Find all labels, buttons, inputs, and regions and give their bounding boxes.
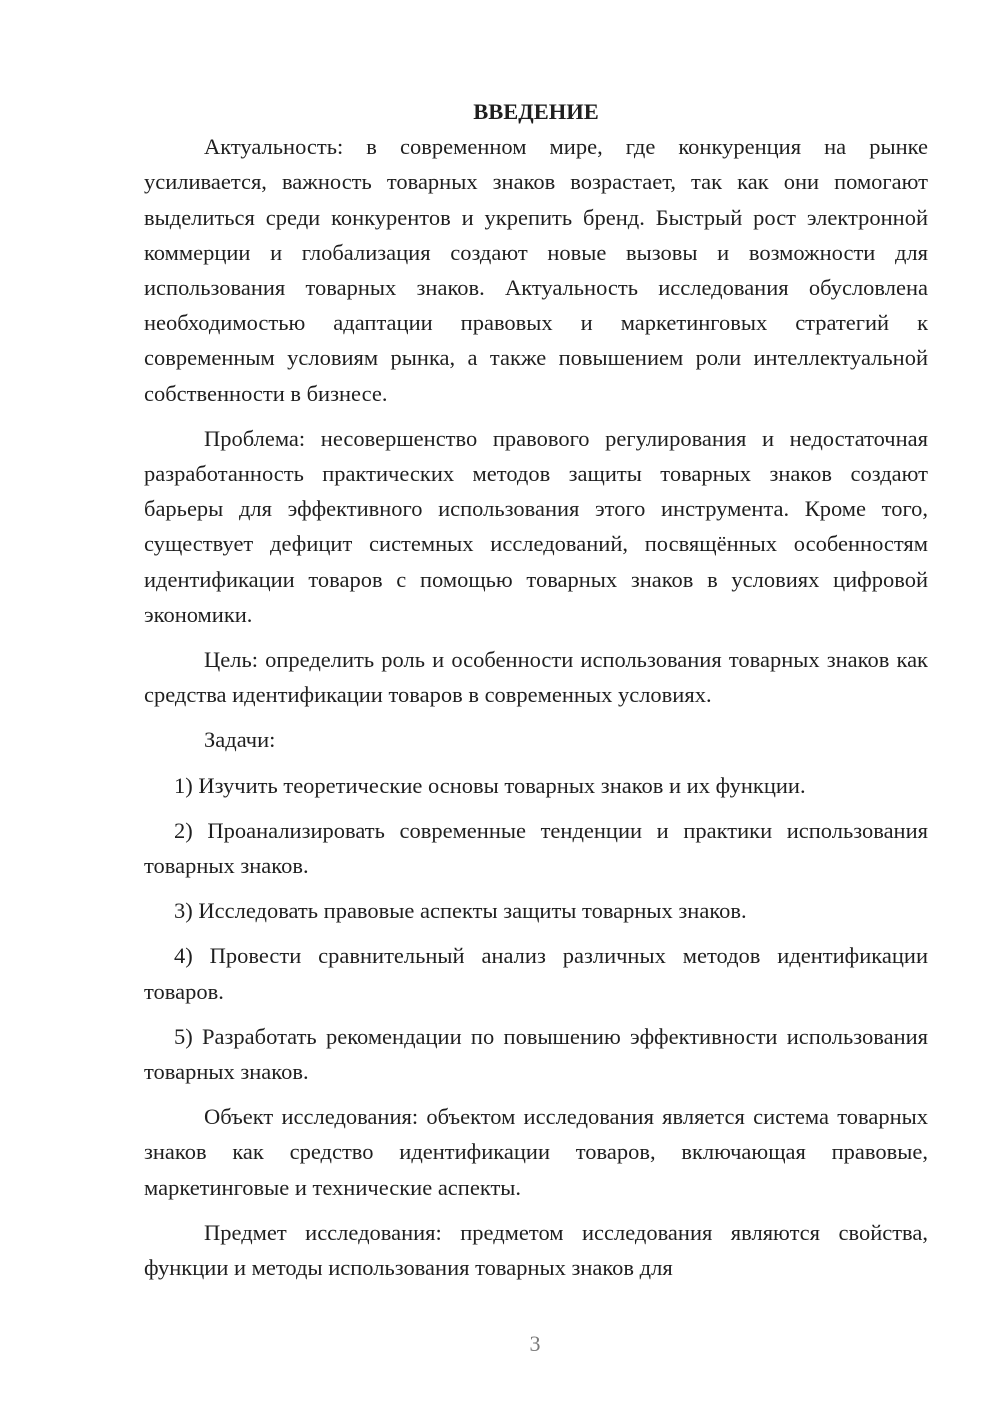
task-item: 5) Разработать рекомендации по повышению эффективности использования товарных знаков. — [144, 1023, 928, 1085]
task-item: 1) Изучить теоретические основы товарных знаков и их функции. — [174, 772, 806, 798]
paragraph-object: Объект исследования: объектом исследования является система товарных знаков как средство идентификации товаров, включающая правовые, маркетинговые и технические аспекты. — [144, 1104, 928, 1200]
section-heading: ВВЕДЕНИЕ — [473, 99, 599, 124]
paragraph-problem: Проблема: несовершенство правового регулирования и недостаточная разработанность практических методов защиты товарных знаков создают барьеры для эффективного использования этого инструмента. Кроме того, существует дефицит системных исследований, посвящённых особенностям идентификации товаров с помощью товарных знаков в условиях цифровой экономики. — [144, 425, 928, 627]
task-item: 2) Проанализировать современные тенденции и практики использования товарных знаков. — [144, 817, 928, 879]
task-item: 4) Провести сравнительный анализ различных методов идентификации товаров. — [144, 943, 928, 1004]
paragraph-relevance: Актуальность: в современном мире, где конкуренция на рынке усиливается, важность товарных знаков возрастает, так как они помогают выделиться среди конкурентов и укрепить бренд. Быстрый рост электронной коммерции и глобализация создают новые вызовы и возможности для использования товарных знаков. Актуальность исследования обусловлена необходимостью адаптации правовых и маркетинговых стратегий к современным условиям рынка, а также повышением роли интеллектуальной собственности в бизнесе. — [144, 134, 928, 406]
paragraph-subject: Предмет исследования: предметом исследования являются свойства, функции и методы использования товарных знаков для — [144, 1219, 928, 1281]
page-content — [144, 94, 928, 1295]
tasks-label: Задачи: — [204, 727, 276, 753]
task-item: 3) Исследовать правовые аспекты защиты товарных знаков. — [174, 898, 747, 924]
paragraph-goal: Цель: определить роль и особенности использования товарных знаков как средства идентификации товаров в современных условиях. — [144, 647, 928, 708]
page-number: 3 — [529, 1331, 541, 1356]
